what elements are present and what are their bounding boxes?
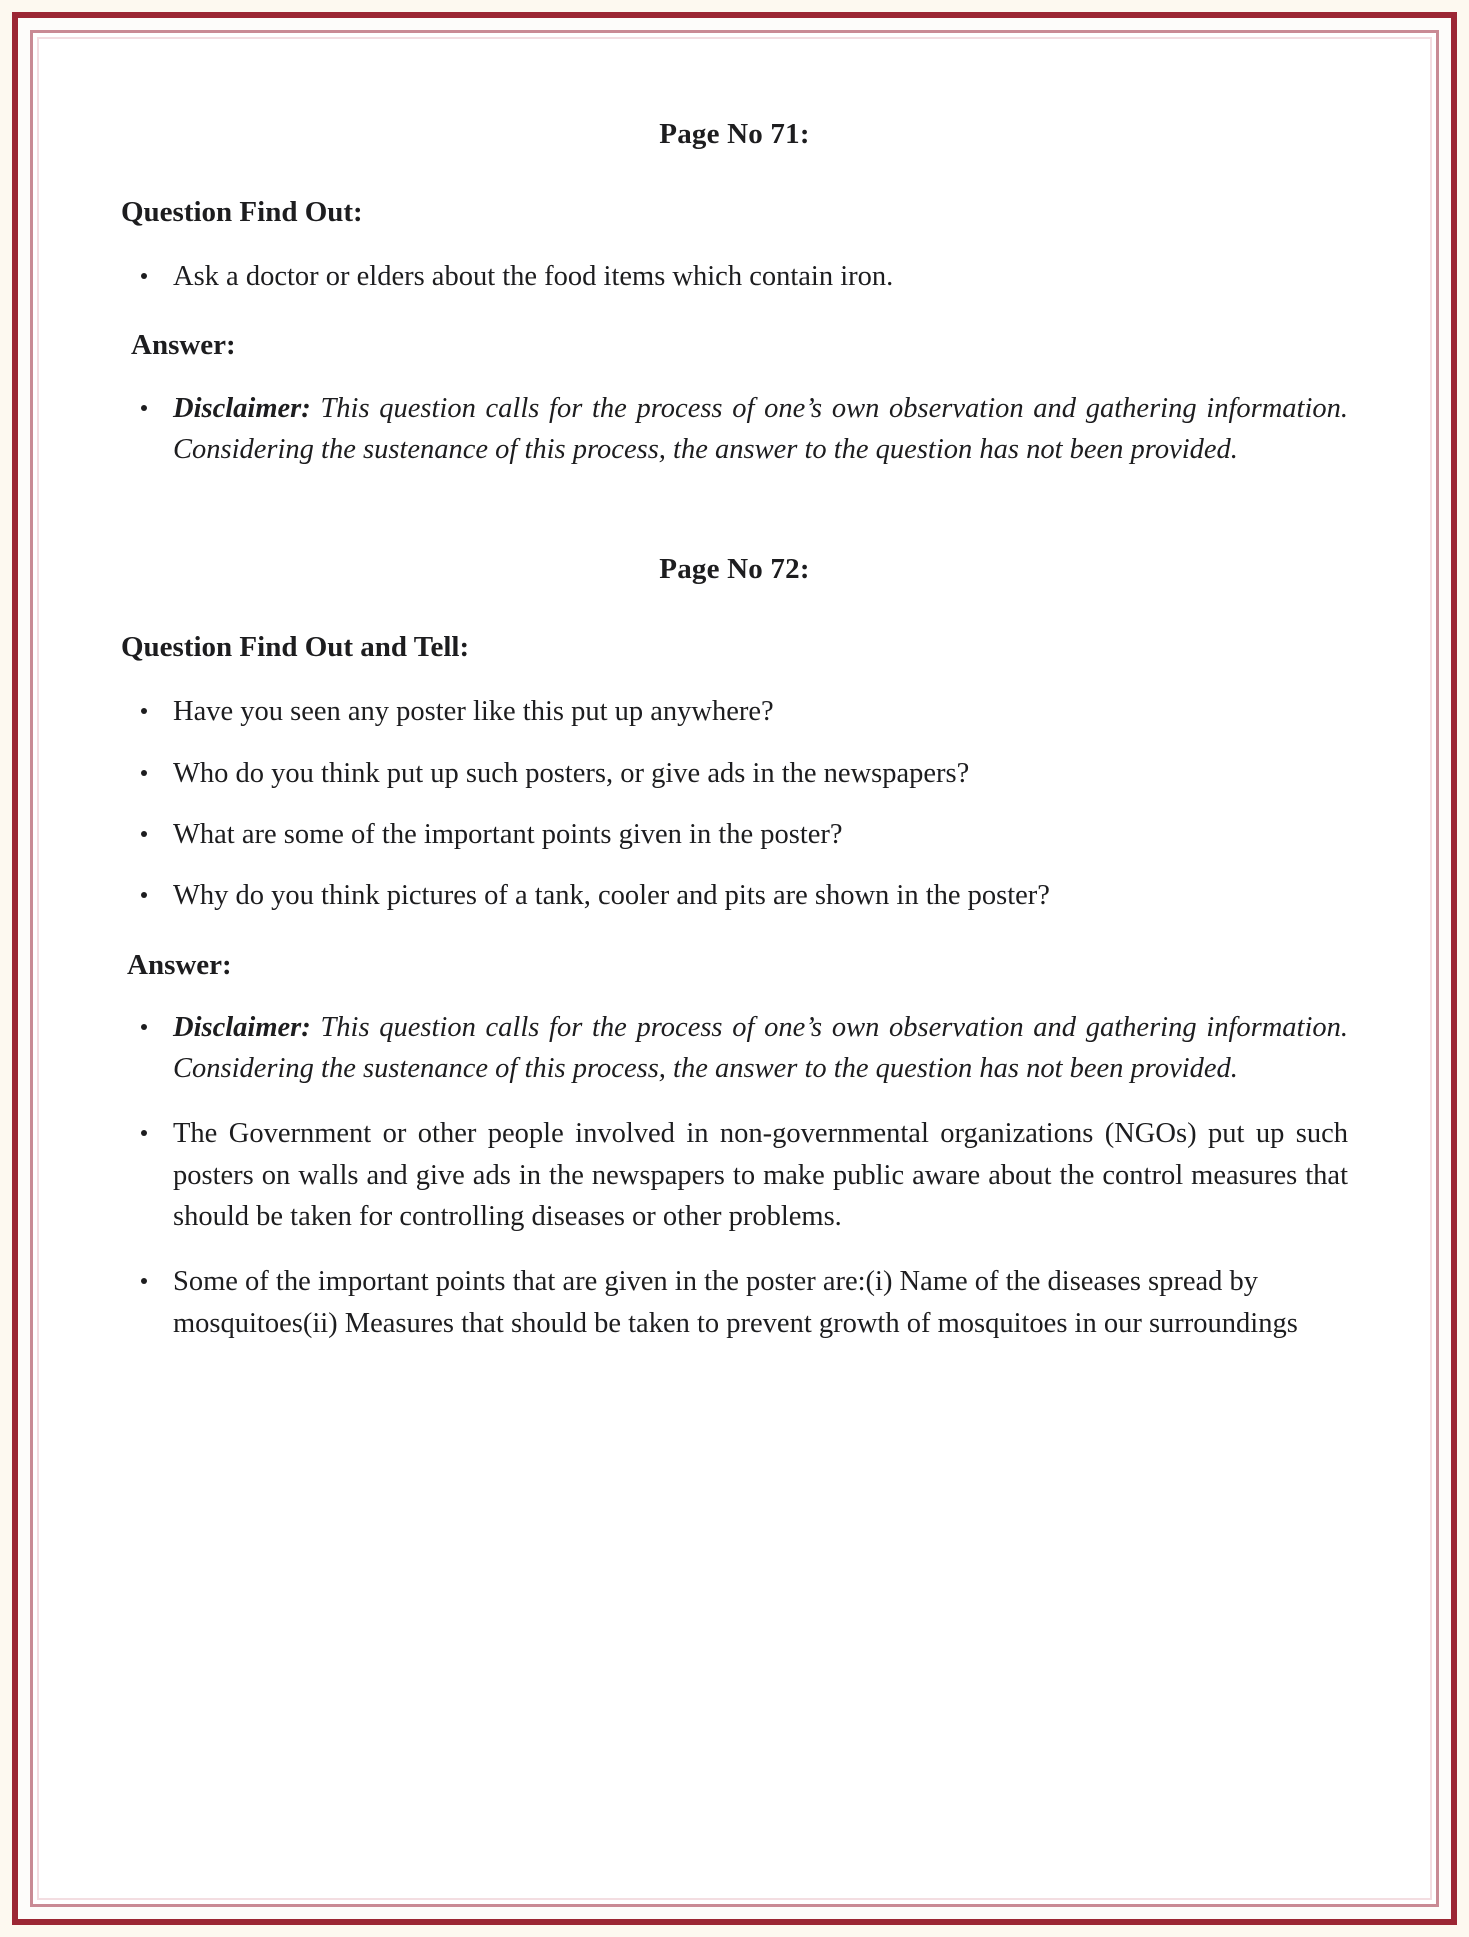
- section-page-72: [121, 552, 1348, 1344]
- disclaimer-text: This question calls for the process of one’s own observation and gathering information. Considering the sustenance of this process, the answer to the question has not been provided.: [173, 1011, 1348, 1085]
- answer-list-72: [121, 1007, 1348, 1344]
- question-text: Ask a doctor or elders about the food items which contain iron.: [173, 261, 894, 293]
- question-text: Have you seen any poster like this put up anywhere?: [173, 696, 774, 728]
- page-title-72: Page No 72:: [659, 553, 810, 586]
- answer-heading-72: Answer:: [127, 948, 232, 981]
- disclaimer-label: Disclaimer:: [173, 1011, 321, 1043]
- list-item: [121, 875, 1348, 916]
- question-list-72: [121, 691, 1348, 916]
- question-text: Why do you think pictures of a tank, cooler and pits are shown in the poster?: [173, 880, 1050, 912]
- section-spacer: [121, 494, 1348, 552]
- list-item: [121, 1261, 1348, 1344]
- answer-text: The Government or other people involved in non-governmental organizations (NGOs) put up such posters on walls and give ads in the newspapers to make public aware about the control measures that should be taken for controlling diseases or other problems.: [173, 1118, 1348, 1233]
- answer-heading-71: Answer:: [131, 329, 236, 362]
- page-title-71: Page No 71:: [659, 118, 810, 150]
- disclaimer-label: Disclaimer:: [173, 392, 321, 424]
- question-heading-71: Question Find Out:: [121, 195, 363, 228]
- question-text: What are some of the important points given in the poster?: [173, 818, 843, 850]
- answer-list-71: [121, 388, 1348, 471]
- list-item: [121, 256, 1348, 297]
- list-item: [121, 1113, 1348, 1237]
- question-text: Who do you think put up such posters, or give ads in the newspapers?: [173, 757, 970, 789]
- section-page-71: [121, 117, 1348, 470]
- list-item: [121, 753, 1348, 794]
- page-border-inner-secondary: [37, 37, 1432, 1900]
- question-list-71: [121, 256, 1348, 297]
- document-sheet: [39, 39, 1430, 1898]
- list-item: [121, 1007, 1348, 1090]
- list-item: [121, 814, 1348, 855]
- disclaimer-text: This question calls for the process of one’s own observation and gathering information. Considering the sustenance of this process, the answer to the question has not been provided.: [173, 392, 1348, 465]
- list-item: [121, 691, 1348, 732]
- list-item: [121, 388, 1348, 471]
- question-heading-72: Question Find Out and Tell:: [121, 631, 470, 664]
- page-border-inner: [30, 30, 1439, 1907]
- answer-text: Some of the important points that are given in the poster are:(i) Name of the diseases spread by mosquitoes(ii) Measures that should be taken to prevent growth of mosquitoes in our surroundings: [173, 1266, 1298, 1339]
